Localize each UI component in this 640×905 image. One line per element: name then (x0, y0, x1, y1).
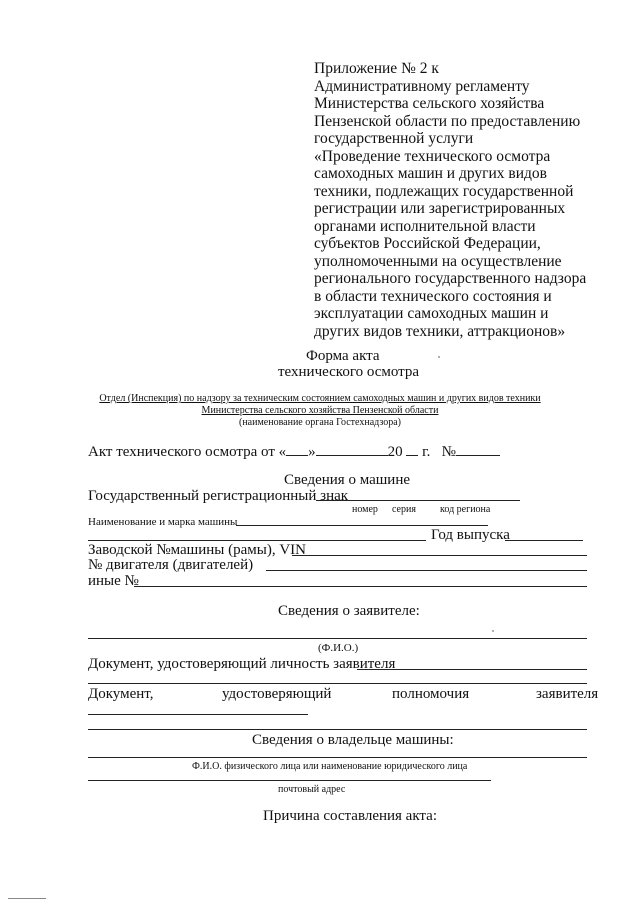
machine-name-label: Наименование и марка машины (88, 516, 238, 528)
authority-line2: Министерства сельского хозяйства Пензенской области (201, 405, 439, 416)
applicant-doc-field-2[interactable] (88, 683, 587, 684)
act-month-blank[interactable] (316, 441, 388, 456)
act-mid: » (308, 444, 316, 460)
act-g: г. (422, 444, 431, 460)
appendix-line: регионального государственного надзора (314, 270, 587, 287)
act-num: № (441, 444, 456, 460)
applicant-doc-label: Документ, удостоверяющий личность заявителя (88, 656, 396, 672)
act-year-blank[interactable] (406, 441, 418, 456)
appendix-line: техники, подлежащих государственной (314, 182, 574, 200)
power-doc-field[interactable] (88, 714, 308, 715)
power-word-1: Документ, (88, 686, 154, 702)
scan-mark (8, 898, 46, 899)
act-date-line (88, 441, 500, 461)
appendix-line: государственной услуги (314, 130, 474, 147)
power-word-4: заявителя (536, 686, 599, 702)
owner-address-field[interactable] (88, 780, 491, 781)
appendix-line: самоходных машин и других видов (314, 165, 547, 182)
applicant-doc-field[interactable] (357, 669, 587, 670)
appendix-line: регистрации или зарегистрированных (314, 200, 566, 217)
reg-caption-series: серия (392, 504, 416, 515)
reg-sign-label: Государственный регистрационный знак (88, 488, 349, 504)
appendix-line: уполномоченными на осуществление (314, 252, 562, 270)
owner-name-caption: Ф.И.О. физического лица или наименование юридического лица (192, 761, 468, 772)
machine-name-field-2[interactable] (88, 540, 426, 541)
scan-speck (492, 630, 494, 632)
engine-label: № двигателя (двигателей) (88, 557, 254, 573)
appendix-line: Административному регламенту (314, 77, 530, 95)
act-year: 20 (387, 444, 403, 460)
act-day-blank[interactable] (286, 441, 308, 456)
vin-field[interactable] (292, 555, 587, 556)
reg-caption-region: код региона (440, 504, 491, 515)
form-title-line2: технического осмотра (278, 364, 420, 380)
year-label: Год выпуска (431, 527, 510, 543)
applicant-fio-field[interactable] (88, 638, 587, 639)
other-numbers-field[interactable] (134, 586, 587, 587)
appendix-line: других видов техники, аттракционов» (314, 322, 566, 340)
appendix-line: Пензенской области по предоставлению (314, 112, 581, 130)
reason-heading: Причина составления акта: (263, 808, 437, 824)
owner-name-field[interactable] (88, 757, 587, 758)
vin-label: Заводской №машины (рамы), VIN (88, 542, 306, 558)
reg-sign-field[interactable] (316, 500, 520, 501)
power-word-2: удостоверяющий (222, 686, 332, 702)
scan-speck (438, 356, 440, 358)
appendix-line: Министерства сельского хозяйства (314, 95, 545, 112)
power-doc-field-2[interactable] (88, 729, 587, 730)
appendix-line: субъектов Российской Федерации, (314, 235, 541, 252)
other-numbers-label: иные № (88, 573, 139, 589)
appendix-line: «Проведение технического осмотра (314, 147, 551, 165)
act-prefix: Акт технического осмотра от « (88, 444, 287, 460)
year-field[interactable] (505, 540, 583, 541)
reg-caption-number: номер (352, 504, 378, 515)
machine-heading: Сведения о машине (284, 472, 411, 488)
owner-heading: Сведения о владельце машины: (252, 732, 454, 748)
appendix-line: эксплуатации самоходных машин и (314, 305, 549, 322)
appendix-line: органами исполнительной власти (314, 217, 536, 235)
authority-caption: (наименование органа Гостехнадзора) (238, 417, 402, 428)
appendix-line: в области технического состояния и (314, 287, 552, 305)
form-title-line1: Форма акта (306, 348, 380, 364)
machine-name-field[interactable] (236, 525, 488, 526)
engine-field[interactable] (266, 570, 587, 571)
appendix-line: Приложение № 2 к (314, 60, 439, 77)
appendix-block (314, 60, 614, 340)
act-number-blank[interactable] (456, 441, 500, 456)
authority-line1: Отдел (Инспекция) по надзору за техническим состоянием самоходных машин и других видов техники (99, 393, 541, 404)
owner-address-caption: почтовый адрес (278, 784, 346, 795)
power-word-3: полномочия (392, 686, 470, 702)
applicant-heading: Сведения о заявителе: (278, 603, 420, 619)
applicant-fio-caption: (Ф.И.О.) (318, 642, 359, 654)
